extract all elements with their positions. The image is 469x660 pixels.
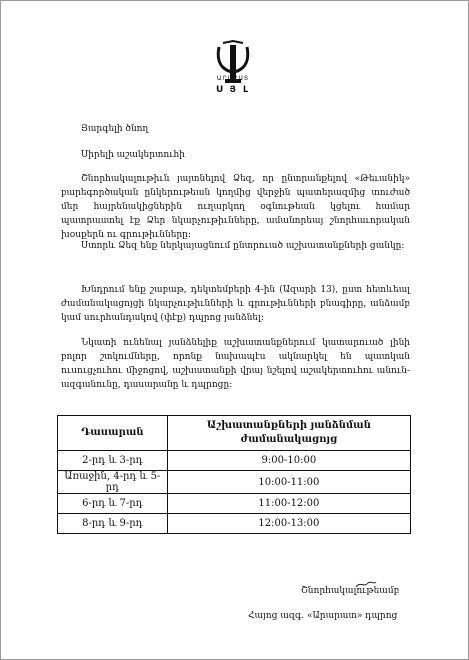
table-row [58,494,411,514]
signature-mark-icon [355,579,377,589]
greeting: Յարգելի ծնող [81,124,149,134]
paragraph-1: Շնորհակալութիւն յայտնելով Ձեզ, որ ընտրանքելով «Թեւանիկ» բարեգործական ընկերութեան կողմից վերջին պատերազմից տուժած մեր հայրենակիցներին ուղարկող օգնութեան կցելու համար պատրաստել էք Ձեր նկարչութիւնները, ամանորեայ շնորհաւորական խօսքերն ու գրութիւնները: [61,174,410,240]
schedule-table [57,415,411,534]
cell-class: 2-րդ և 3-րդ [58,451,168,471]
header-schedule: Աշխատանքների յանձնման ժամանակացոյց [167,416,410,451]
paragraph-2: Ստորև Ձեզ ենք ներկայացնում ընտրուած աշխատանքների ցանկը: [81,241,405,251]
cell-class: 6-րդ և 7-րդ [58,494,168,514]
paragraph-3: Խնդրում ենք շաբաթ, դեկտեմբերի 4-ին (Ազարի 13), ըստ հետևեալ ժամանակացոյցի նկարչութիւնների և գրութիւնների բնագիրը, անձամբ կամ սուրհանդակով (փէք) դպրոց յանձնել: [61,285,410,323]
salutation: Սիրելի աշակերտուհի [81,150,185,160]
paragraph-4: Նկատի ունենալ յանձնելիք աշխատանքներում կատարուած լինի բոլոր շտկումները, որոնք նախապէս ակնարկել են պատկան ուսուցչուհու միջոցով, աշխատանքի վրայ նշելով աշակերտուհու անուն-ազգանունը, դասարանը և դպրոցը: [61,338,410,390]
header-class: Դասարան [58,416,168,451]
logo-caption: ԱՐԱՐԱՏ [216,75,250,82]
cell-class: Առաջին, 4-րդ և 5-րդ [58,471,168,494]
table-row [58,514,411,534]
signature-thanks: Շնորհակալութեամբ [301,586,400,596]
cell-time: 12:00-13:00 [167,514,410,534]
cell-time: 10:00-11:00 [167,471,410,494]
cell-class: 8-րդ և 9-րդ [58,514,168,534]
cell-time: 11:00-12:00 [167,494,410,514]
table-row [58,471,411,494]
table-header-row [58,416,411,451]
logo-word: Ս Յ Լ [215,85,251,95]
cell-time: 9:00-10:00 [167,451,410,471]
table-row [58,451,411,471]
signature-school: Հայոց ազգ. «Արարատ» դպրոց [248,611,398,621]
